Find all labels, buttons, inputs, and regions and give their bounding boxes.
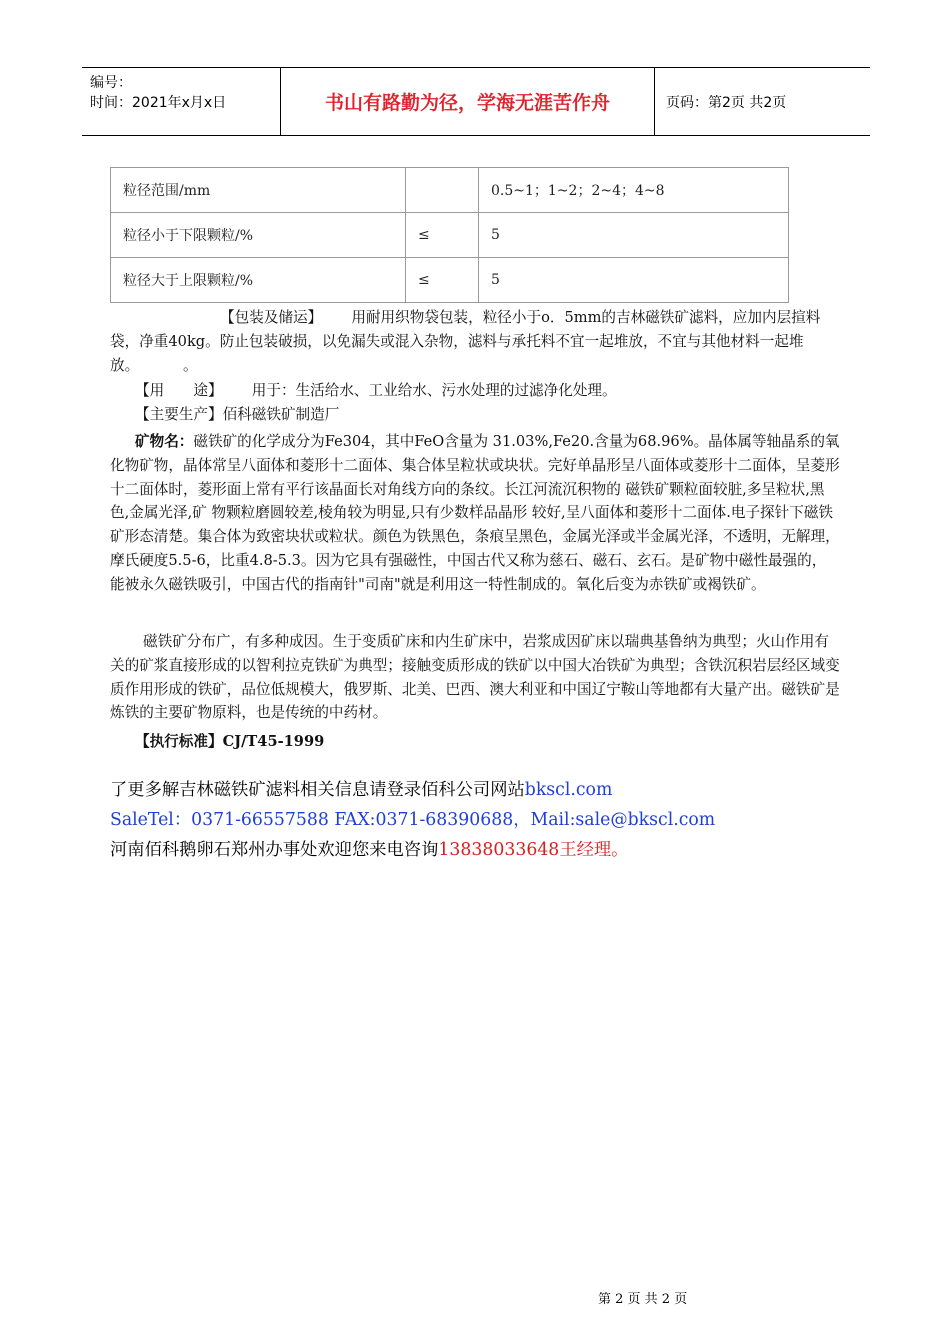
table-cell-name: 粒径范围/mm — [111, 168, 406, 213]
contact-manager: 王经理。 — [559, 840, 629, 860]
table-row — [111, 213, 789, 258]
standard-line — [110, 730, 324, 754]
table-cell-name: 粒径大于上限颗粒/% — [111, 258, 406, 303]
header-page-number: 页码：第2页 共2页 — [666, 95, 787, 111]
table-cell-value: 0.5~1；1~2；2~4；4~8 — [479, 168, 789, 213]
standard-text: CJ/T45-1999 — [222, 733, 325, 750]
standard-heading: 【执行标准】 — [135, 733, 223, 750]
table-cell-name: 粒径小于下限颗粒/% — [111, 213, 406, 258]
producer-line — [110, 403, 339, 427]
table-cell-operator — [406, 168, 479, 213]
table-cell-operator: ≤ — [406, 258, 479, 303]
mineral-paragraph — [110, 430, 840, 597]
table-cell-operator: ≤ — [406, 213, 479, 258]
phone-number[interactable]: 13838033648 — [438, 840, 560, 860]
contact-office-text: 河南佰科鹅卵石郑州办事处欢迎您来电咨询 — [110, 840, 439, 860]
packaging-paragraph — [110, 306, 840, 377]
mineral-text: 磁铁矿的化学成分为Fe304，其中FeO含量为 31.03%,Fe20.含量为68.96%。晶体属等轴晶系的氧化物矿物，晶体常呈八面体和菱形十二面体、集合体呈粒状或块状。完好单晶形呈八面体或菱形十二面体，呈菱形十二面体时，菱形面上常有平行该晶面长对角线方向的条纹。长江河流沉积物的 磁铁矿颗粒面较脏,多呈粒状,黑色,金属光泽,矿 物颗粒磨圆较差,棱角较为明显,只有少数样品晶形 较好,呈八面体和菱形十二面体.电子探针下磁铁 矿形态清楚。集合体为致密块状或粒状。颜色为铁黑色，条痕呈黑色，金属光泽或半金属光泽，不透明，无解理，摩氏硬度5.5-6，比重4.8-5.3。因为它具有强磁性，中国古代又称为慈石、磁石、玄石。是矿物中磁性最强的，能被永久磁铁吸引，中国古代的指南针"司南"就是利用这一特性制成的。氧化后变为赤铁矿或褐铁矿。 — [110, 433, 840, 593]
usage-line — [110, 379, 617, 403]
distribution-text: 磁铁矿分布广，有多种成因。生于变质矿床和内生矿床中，岩浆成因矿床以瑞典基鲁纳为典型；火山作用有关的矿浆直接形成的以智利拉克铁矿为典型；接触变质形成的铁矿以中国大冶铁矿为典型；含铁沉积岩层经区域变质作用形成的铁矿，品位低规模大，俄罗斯、北美、巴西、澳大利亚和中国辽宁鞍山等地都有大量产出。磁铁矿是炼铁的主要矿物原料，也是传统的中药材。 — [110, 633, 840, 722]
page-header — [82, 67, 870, 136]
contact-intro: 了更多解吉林磁铁矿滤料相关信息请登录佰科公司网站 — [110, 780, 525, 800]
table-row — [111, 258, 789, 303]
usage-text: 用于：生活给水、工业给水、污水处理的过滤净化处理。 — [251, 382, 617, 399]
usage-heading: 【用 途】 — [135, 382, 223, 399]
website-link[interactable]: bkscl.com — [524, 780, 613, 800]
packaging-text-line1: 用耐用织物袋包装，粒径小于o．5mm的吉林磁铁矿滤料，应加 — [351, 309, 762, 326]
packaging-text: 内层揎料袋，净重40kg。防止包装破损，以免漏失或混入杂物，滤料与承托料不宜一起堆放，不宜与其他材料一起堆放。 — [110, 309, 821, 374]
producer-heading: 【主要生产】 — [135, 406, 223, 423]
document-date-label: 时间：2021年x月x日 — [90, 95, 227, 111]
footer-page-number: 第 2 页 共 2 页 — [598, 1292, 688, 1307]
mineral-heading: 矿物名： — [135, 433, 194, 450]
table-cell-value: 5 — [479, 258, 789, 303]
packaging-heading: 【包装及储运】 — [220, 309, 323, 326]
header-motto: 书山有路勤为径，学海无涯苦作舟 — [281, 68, 655, 135]
spec-table — [110, 167, 789, 303]
contact-tel-line: SaleTel：0371-66557588 FAX:0371-68390688，Mail:sale@bkscl.com — [110, 810, 716, 830]
contact-website-line — [110, 775, 612, 805]
contact-phone-line — [110, 835, 628, 865]
document-number-label: 编号： — [90, 75, 132, 91]
table-cell-value: 5 — [479, 213, 789, 258]
header-meta — [82, 68, 281, 135]
distribution-paragraph — [110, 630, 840, 725]
table-row — [111, 168, 789, 213]
producer-text: 佰科磁铁矿制造厂 — [222, 406, 340, 423]
packaging-tail: 。 — [182, 356, 198, 374]
